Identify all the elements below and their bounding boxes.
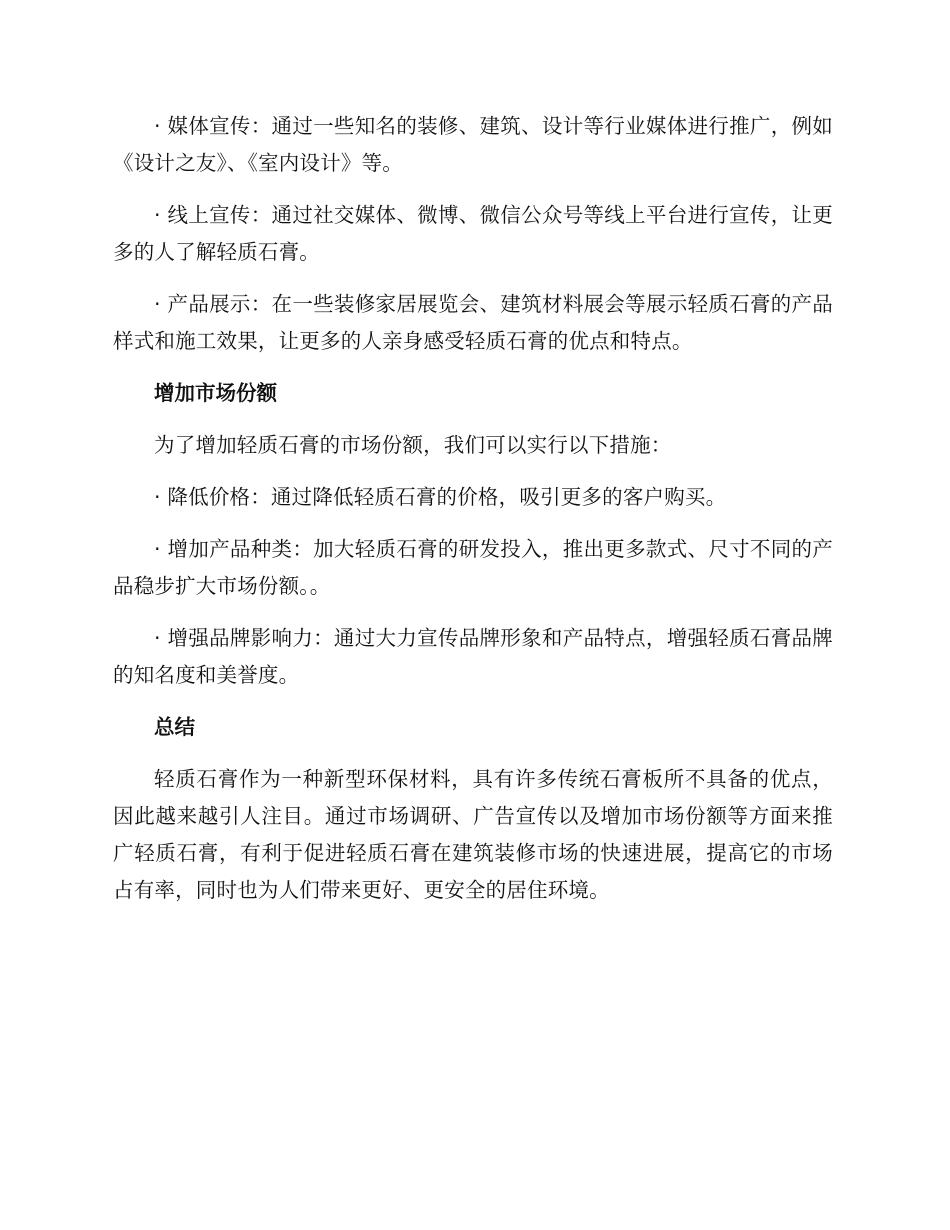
- paragraph-summary: 轻质石膏作为一种新型环保材料，具有许多传统石膏板所不具备的优点，因此越来越引人注目。通过市场调研、广告宣传以及增加市场份额等方面来推广轻质石膏，有利于促进轻质石膏在建筑装修市场的快速进展，提高它的市场占有率，同时也为人们带来更好、更安全的居住环境。: [113, 767, 833, 902]
- paragraph-product-display: · 产品展示：在一些装修家居展览会、建筑材料展会等展示轻质石膏的产品样式和施工效果，让更多的人亲身感受轻质石膏的优点和特点。: [113, 292, 833, 353]
- section-heading-market-share: 增加市场份额: [154, 381, 277, 405]
- section-heading-summary: 总结: [154, 715, 195, 739]
- document-page: [113, 108, 833, 924]
- paragraph-market-share-intro: 为了增加轻质石膏的市场份额，我们可以实行以下措施：: [154, 433, 672, 457]
- paragraph-product-variety: · 增加产品种类：加大轻质石膏的研发投入，推出更多款式、尺寸不同的产品稳步扩大市场份额。。: [113, 537, 833, 598]
- paragraph-media-promotion: · 媒体宣传：通过一些知名的装修、建筑、设计等行业媒体进行推广，例如《设计之友》、《室内设计》等。: [113, 114, 833, 175]
- paragraph-lower-price: · 降低价格：通过降低轻质石膏的价格，吸引更多的客户购买。: [154, 485, 727, 509]
- paragraph-online-promotion: · 线上宣传：通过社交媒体、微博、微信公众号等线上平台进行宣传，让更多的人了解轻质石膏。: [113, 203, 833, 264]
- paragraph-brand-influence: · 增强品牌影响力：通过大力宣传品牌形象和产品特点，增强轻质石膏品牌的知名度和美誉度。: [113, 626, 833, 687]
